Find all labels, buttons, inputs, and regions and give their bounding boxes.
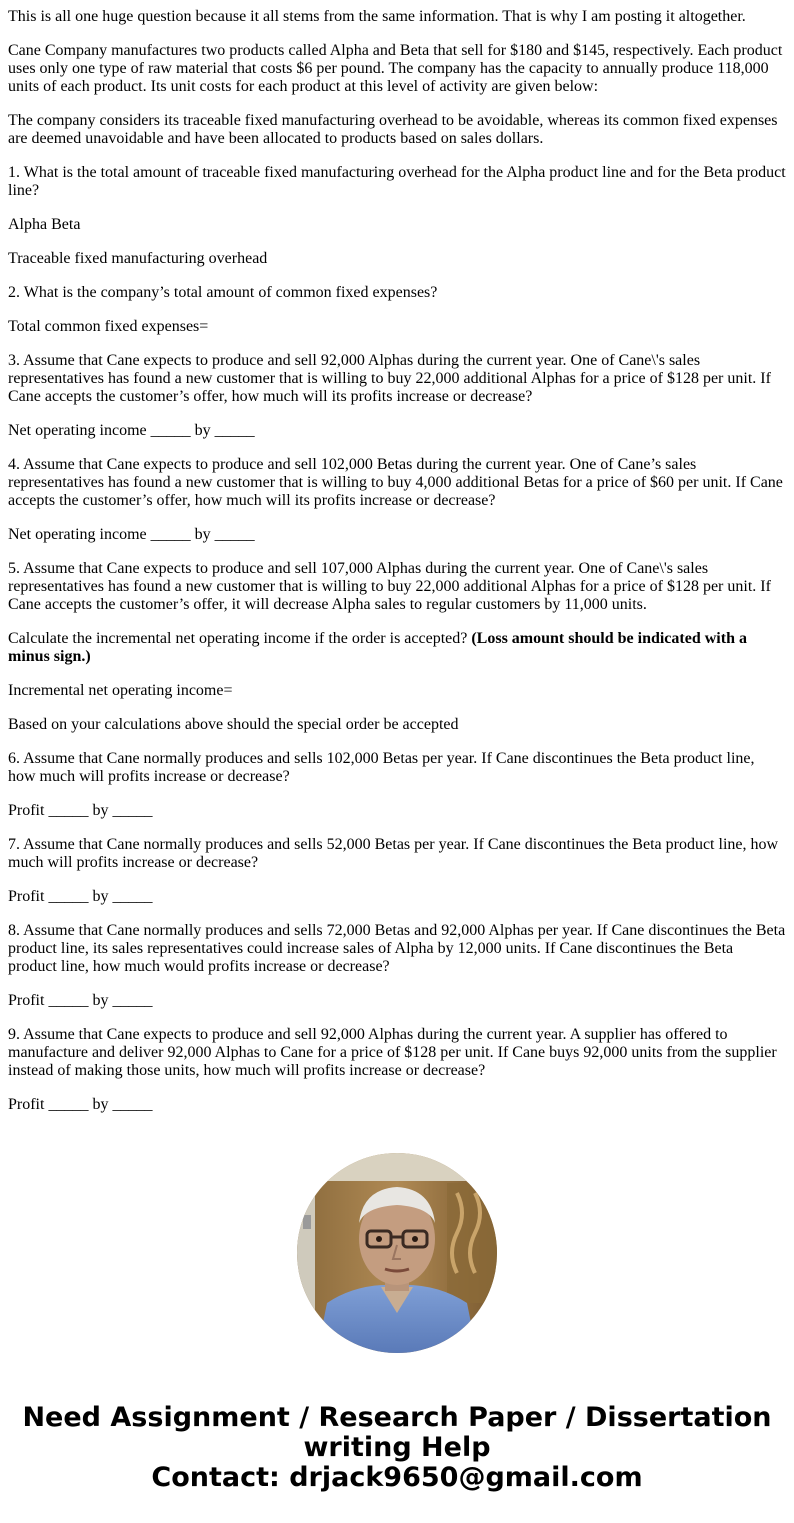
intro-paragraph: This is all one huge question because it all stems from the same information. That is why I am posting it altogether.: [8, 8, 746, 25]
banner-line-1: Need Assignment / Research Paper / Dissertation: [22, 1402, 772, 1433]
question-4: 4. Assume that Cane expects to produce and sell 102,000 Betas during the current year. One of Cane’s sales representatives has found a new customer that is willing to buy 4,000 additional Betas for a price of $60 per unit. If Cane accepts the customer’s offer, how much will its profits increase or decrease?: [8, 456, 783, 509]
company-description: Cane Company manufactures two products called Alpha and Beta that sell for $180 and $145, respectively. Each product uses only one type of raw material that costs $6 per pound. The company has the capacity to annually produce 118,000 units of each product. Its unit costs for each product at this level of activity are given below:: [8, 42, 783, 95]
loss-note: (Loss amount should be indicated with a minus sign.): [8, 630, 747, 665]
question-1: 1. What is the total amount of traceable fixed manufacturing overhead for the Alpha product line and for the Beta product line?: [8, 164, 786, 199]
person-portrait-icon: [297, 1153, 497, 1353]
column-headers: Alpha Beta: [8, 216, 81, 233]
answer-line-9: Profit _____ by _____: [8, 1096, 153, 1113]
answer-line-7: Profit _____ by _____: [8, 888, 153, 905]
author-photo: [297, 1153, 497, 1353]
incremental-noi-label: Incremental net operating income=: [8, 682, 233, 699]
banner-contact: Contact: drjack9650@gmail.com: [151, 1462, 643, 1493]
answer-line-4: Net operating income _____ by _____: [8, 526, 255, 543]
answer-line-6: Profit _____ by _____: [8, 802, 153, 819]
question-8: 8. Assume that Cane normally produces and sells 72,000 Betas and 92,000 Alphas per year. If Cane discontinues the Beta product line, its sales representatives could increase sales of Alpha by 12,000 units. If Cane discontinues the Beta product line, how much would profits increase or decrease?: [8, 922, 786, 975]
question-5: 5. Assume that Cane expects to produce and sell 107,000 Alphas during the current year. One of Cane\'s sales representatives has found a new customer that is willing to buy 22,000 additional Alphas for a price of $128 per unit. If Cane accepts the customer’s offer, it will decrease Alpha sales to regular customers by 11,000 units.: [8, 560, 771, 613]
banner-line-2: writing Help: [303, 1432, 491, 1463]
calc-text: Calculate the incremental net operating income if the order is accepted?: [8, 630, 472, 647]
question-6: 6. Assume that Cane normally produces and sells 102,000 Betas per year. If Cane discontinues the Beta product line, how much will profits increase or decrease?: [8, 750, 755, 785]
special-order-question: Based on your calculations above should the special order be accepted: [8, 716, 459, 733]
question-5-calc: [8, 630, 786, 666]
common-fixed-label: Total common fixed expenses=: [8, 318, 209, 335]
question-9: 9. Assume that Cane expects to produce and sell 92,000 Alphas during the current year. A supplier has offered to manufacture and deliver 92,000 Alphas to Cane for a price of $128 per unit. If Cane buys 92,000 units from the supplier instead of making those units, how much will profits increase or decrease?: [8, 1026, 777, 1079]
answer-line-8: Profit _____ by _____: [8, 992, 153, 1009]
contact-banner: [0, 1403, 794, 1493]
overhead-note: The company considers its traceable fixed manufacturing overhead to be avoidable, whereas its common fixed expenses are deemed unavoidable and have been allocated to products based on sales dollars.: [8, 112, 778, 147]
question-2: 2. What is the company’s total amount of common fixed expenses?: [8, 284, 438, 301]
answer-line-3: Net operating income _____ by _____: [8, 422, 255, 439]
question-3: 3. Assume that Cane expects to produce and sell 92,000 Alphas during the current year. One of Cane\'s sales representatives has found a new customer that is willing to buy 22,000 additional Alphas for a price of $128 per unit. If Cane accepts the customer’s offer, how much will its profits increase or decrease?: [8, 352, 771, 405]
question-7: 7. Assume that Cane normally produces and sells 52,000 Betas per year. If Cane discontinues the Beta product line, how much will profits increase or decrease?: [8, 836, 779, 871]
traceable-overhead-label: Traceable fixed manufacturing overhead: [8, 250, 268, 267]
